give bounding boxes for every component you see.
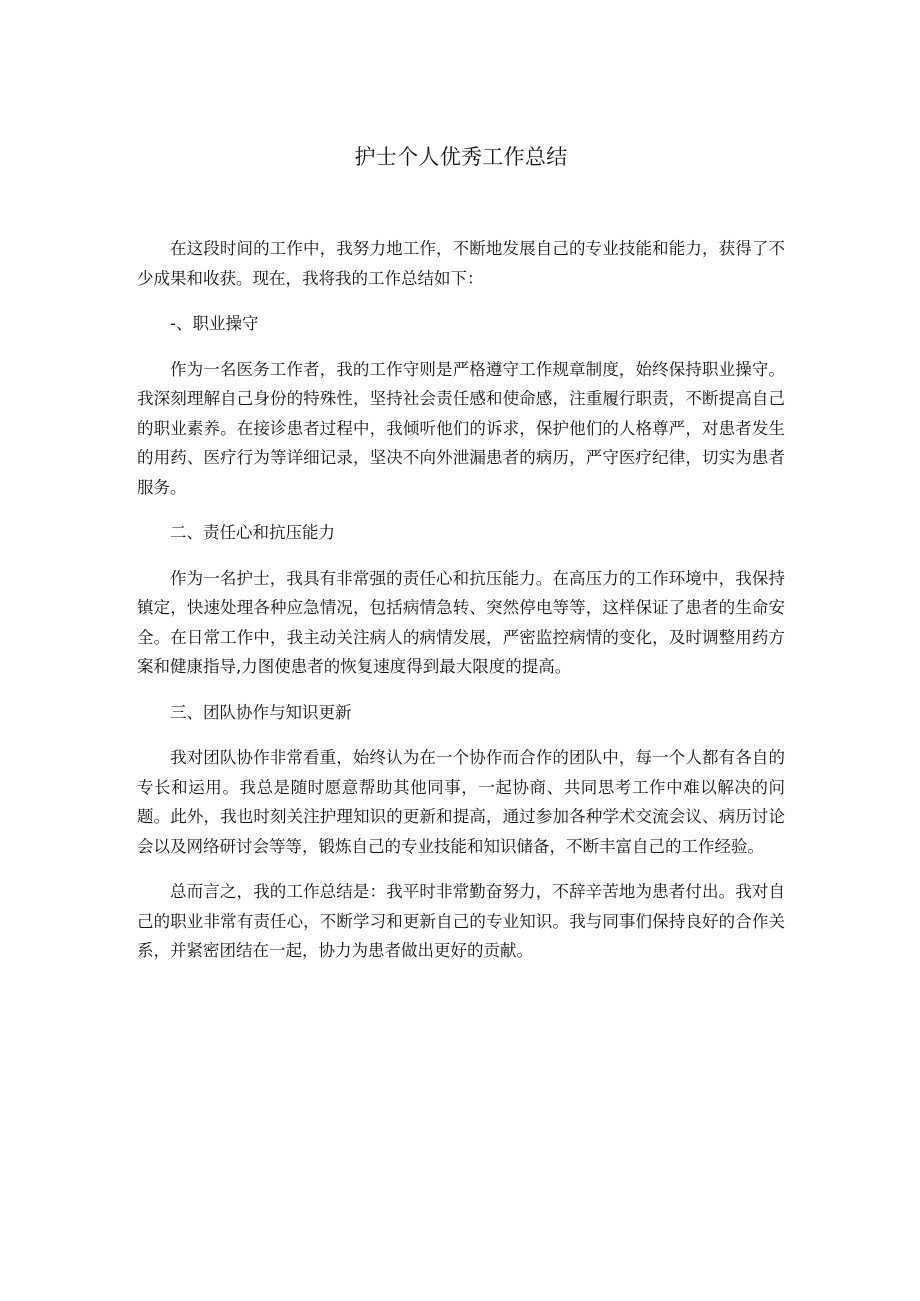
section-heading-teamwork: 三、团队协作与知识更新: [170, 702, 352, 722]
conclusion-paragraph: 总而言之，我的工作总结是：我平时非常勤奋努力，不辞辛苦地为患者付出。我对自己的职业非常有责任心，不断学习和更新自己的专业知识。我与同事们保持良好的合作关系，并紧密团结在一起，协力为患者做出更好的贡献。: [137, 882, 785, 960]
document-title: 护士个人优秀工作总结: [354, 145, 568, 169]
section-body-teamwork: 我对团队协作非常看重，始终认为在一个协作而合作的团队中，每一个人都有各自的专长和运用。我总是随时愿意帮助其他同事，一起协商、共同思考工作中难以解决的问题。此外，我也时刻关注护理知识的更新和提高，通过参加各种学术交流会议、病历讨论会以及网络研讨会等等，锻炼自己的专业技能和知识储备，不断丰富自己的工作经验。: [137, 748, 785, 856]
section-body-ethics: 作为一名医务工作者，我的工作守则是严格遵守工作规章制度，始终保持职业操守。我深刻理解自己身份的特殊性，坚持社会责任感和使命感，注重履行职责，不断提高自己的职业素养。在接诊患者过程中，我倾听他们的诉求，保护他们的人格尊严，对患者发生的用药、医疗行为等详细记录，坚决不向外泄漏患者的病历，严守医疗纪律，切实为患者服务。: [137, 359, 785, 497]
section-heading-responsibility: 二、责任心和抗压能力: [170, 523, 335, 542]
section-heading-ethics: -、职业操守: [170, 314, 259, 333]
intro-paragraph: 在这段时间的工作中，我努力地工作，不断地发展自己的专业技能和能力，获得了不少成果和收获。现在，我将我的工作总结如下：: [137, 239, 785, 288]
section-body-responsibility: 作为一名护士，我具有非常强的责任心和抗压能力。在高压力的工作环境中，我保持镇定，快速处理各种应急情况，包括病情急转、突然停电等等，这样保证了患者的生命安全。在日常工作中，我主动关注病人的病情发展，严密监控病情的变化，及时调整用药方案和健康指导,力图使患者的恢复速度得到最大限度的提高。: [137, 568, 785, 676]
